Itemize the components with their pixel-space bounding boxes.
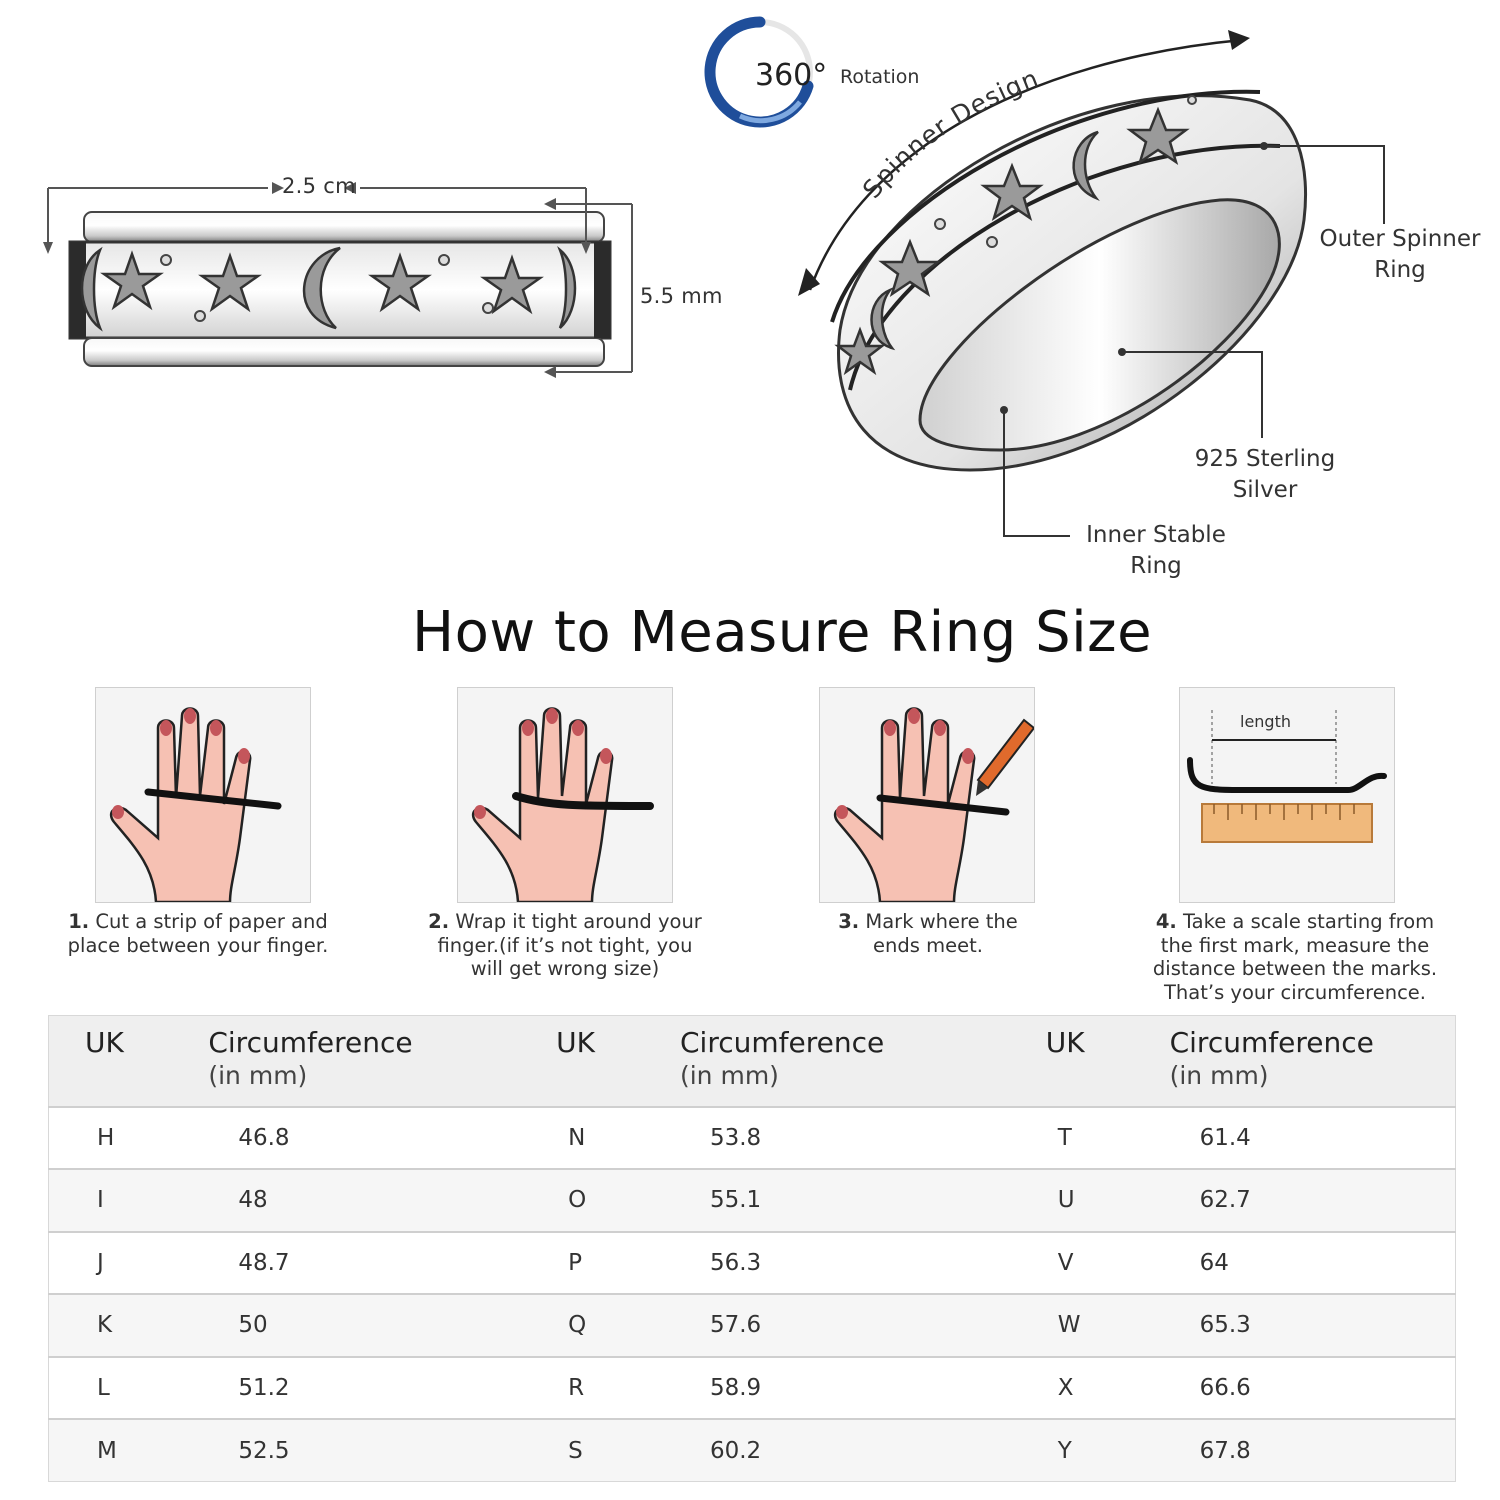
size-mm: 51.2 bbox=[208, 1357, 520, 1420]
size-mm: 58.9 bbox=[680, 1357, 1010, 1420]
size-uk: X bbox=[1010, 1357, 1170, 1420]
hand-icon bbox=[458, 688, 672, 902]
callout-outer-spinner: Outer Spinner Ring bbox=[1319, 226, 1481, 283]
step-4-text: 4. Take a scale starting from the first mark, measure the distance between the marks. That’s your circumference. bbox=[1152, 910, 1438, 1004]
rotation-number: 360° bbox=[755, 58, 828, 93]
size-mm: 56.3 bbox=[680, 1232, 1010, 1295]
ruler-length-label: length bbox=[1240, 712, 1291, 731]
step-1-illustration bbox=[95, 687, 311, 903]
size-mm: 46.8 bbox=[208, 1107, 520, 1170]
size-mm: 52.5 bbox=[208, 1419, 520, 1482]
table-header-row bbox=[49, 1016, 1456, 1107]
size-mm: 65.3 bbox=[1170, 1294, 1456, 1357]
width-label: 2.5 cm bbox=[282, 174, 356, 198]
hand-icon bbox=[96, 688, 310, 902]
ring-size-table bbox=[48, 1015, 1456, 1482]
size-uk: P bbox=[520, 1232, 680, 1295]
page-title: How to Measure Ring Size bbox=[411, 600, 1153, 665]
size-uk: I bbox=[49, 1169, 209, 1232]
hand-pencil-icon bbox=[820, 688, 1034, 902]
step-2-text: 2. Wrap it tight around your finger.(if it’s not tight, you will get wrong size) bbox=[428, 910, 702, 980]
size-uk: O bbox=[520, 1169, 680, 1232]
size-uk: T bbox=[1010, 1107, 1170, 1170]
table-row bbox=[49, 1357, 1456, 1420]
size-uk: R bbox=[520, 1357, 680, 1420]
size-mm: 48.7 bbox=[208, 1232, 520, 1295]
callout-inner-stable: Inner Stable Ring bbox=[1086, 522, 1226, 579]
size-uk: H bbox=[49, 1107, 209, 1170]
size-mm: 62.7 bbox=[1170, 1169, 1456, 1232]
size-mm: 57.6 bbox=[680, 1294, 1010, 1357]
step-3-text: 3. Mark where the ends meet. bbox=[838, 910, 1018, 957]
size-mm: 67.8 bbox=[1170, 1419, 1456, 1482]
table-row bbox=[49, 1419, 1456, 1482]
size-mm: 60.2 bbox=[680, 1419, 1010, 1482]
step-1-text: 1. Cut a strip of paper and place between your finger. bbox=[67, 910, 329, 957]
size-uk: K bbox=[49, 1294, 209, 1357]
spinner-design-label: Spinner Design bbox=[856, 63, 1043, 204]
size-mm: 66.6 bbox=[1170, 1357, 1456, 1420]
header-uk: UK bbox=[520, 1016, 680, 1107]
header-circumference: Circumference (in mm) bbox=[680, 1016, 1010, 1107]
size-uk: M bbox=[49, 1419, 209, 1482]
size-uk: L bbox=[49, 1357, 209, 1420]
header-uk: UK bbox=[1010, 1016, 1170, 1107]
header-uk: UK bbox=[49, 1016, 209, 1107]
table-row bbox=[49, 1107, 1456, 1170]
size-mm: 61.4 bbox=[1170, 1107, 1456, 1170]
size-mm: 53.8 bbox=[680, 1107, 1010, 1170]
table-row bbox=[49, 1294, 1456, 1357]
header-circumference: Circumference (in mm) bbox=[208, 1016, 520, 1107]
header-circumference: Circumference (in mm) bbox=[1170, 1016, 1456, 1107]
size-uk: Q bbox=[520, 1294, 680, 1357]
rotation-word: Rotation bbox=[840, 66, 920, 88]
size-uk: J bbox=[49, 1232, 209, 1295]
step-3-illustration bbox=[819, 687, 1035, 903]
size-mm: 48 bbox=[208, 1169, 520, 1232]
table-row bbox=[49, 1232, 1456, 1295]
callout-sterling-silver: 925 Sterling Silver bbox=[1194, 446, 1336, 503]
size-uk: V bbox=[1010, 1232, 1170, 1295]
size-mm: 50 bbox=[208, 1294, 520, 1357]
size-uk: S bbox=[520, 1419, 680, 1482]
height-label: 5.5 mm bbox=[640, 284, 723, 308]
table-row bbox=[49, 1169, 1456, 1232]
size-uk: W bbox=[1010, 1294, 1170, 1357]
size-uk: N bbox=[520, 1107, 680, 1170]
size-uk: Y bbox=[1010, 1419, 1170, 1482]
step-4-illustration bbox=[1179, 687, 1395, 903]
size-mm: 55.1 bbox=[680, 1169, 1010, 1232]
step-2-illustration bbox=[457, 687, 673, 903]
size-mm: 64 bbox=[1170, 1232, 1456, 1295]
size-uk: U bbox=[1010, 1169, 1170, 1232]
